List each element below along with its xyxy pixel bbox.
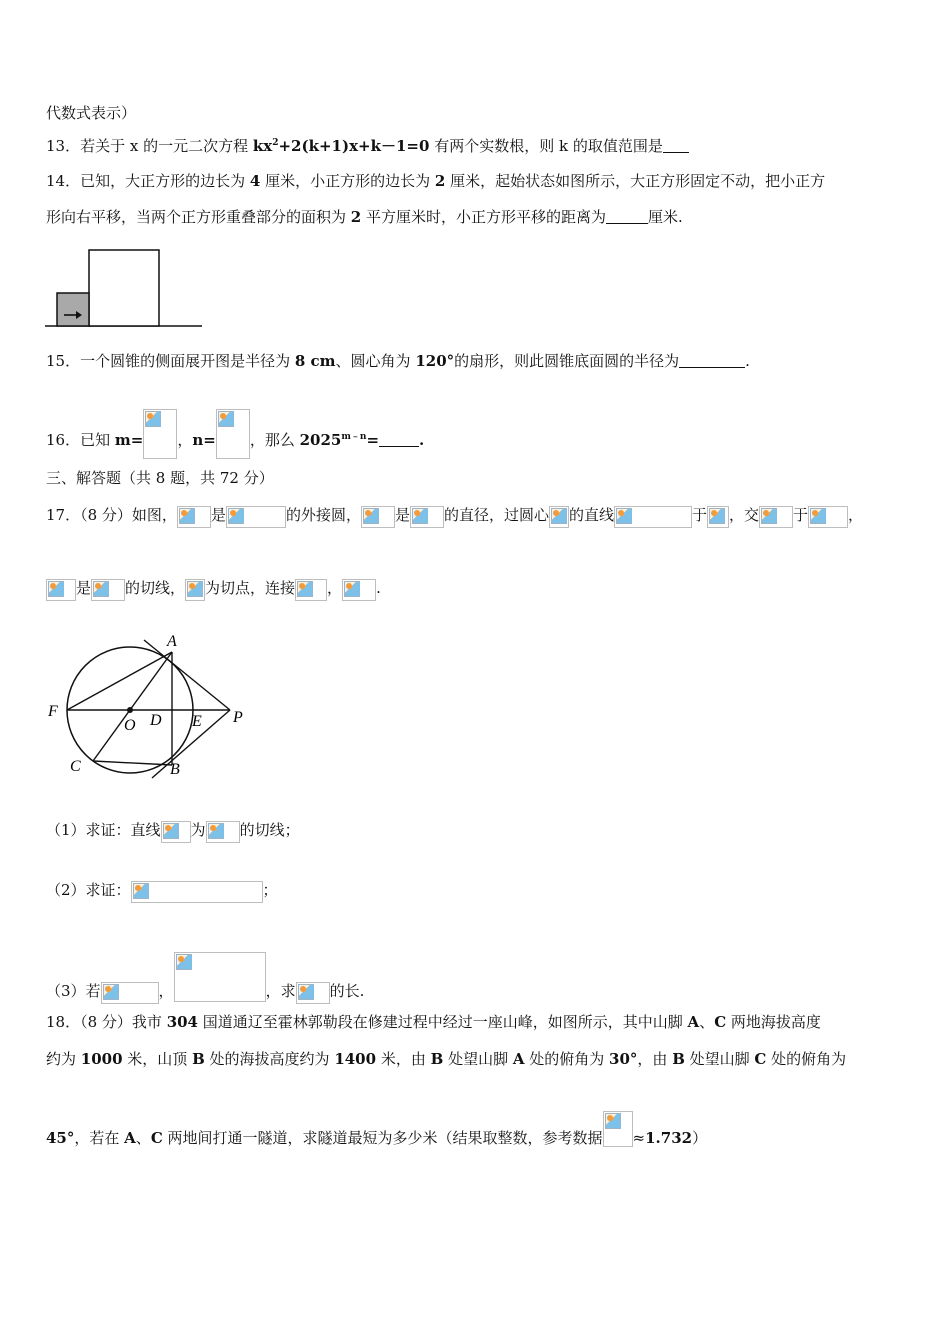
formula-image	[759, 506, 793, 528]
q18-text: 米，山顶	[122, 1050, 193, 1068]
q18-point-a: A	[124, 1129, 136, 1147]
q17-p3-text: ，求	[265, 982, 296, 1000]
q15-answer-blank	[679, 353, 745, 368]
formula-image	[131, 881, 263, 903]
formula-image	[226, 506, 286, 528]
q16-m-label: m=	[114, 431, 144, 449]
q17-text: 是	[76, 579, 92, 597]
formula-image	[46, 579, 76, 601]
q14-value: 2	[434, 172, 446, 190]
q14-value: 2	[350, 208, 362, 226]
formula-image	[296, 982, 330, 1004]
q14-text: 厘米，小正方形的边长为	[260, 172, 435, 190]
q15-value: 120°	[415, 352, 455, 370]
q15-text: 、圆心角为	[335, 352, 416, 370]
q17-text: 为切点，连接	[205, 579, 296, 597]
question-16	[46, 409, 424, 459]
m-formula-image	[143, 409, 177, 459]
center-point	[127, 707, 133, 713]
sqrt3-formula-image	[603, 1111, 633, 1147]
q18-point-b: B	[672, 1050, 685, 1068]
q14-value: 4	[249, 172, 261, 190]
question-17-line1	[46, 505, 863, 528]
q18-score: （8 分）	[80, 1013, 132, 1031]
q17-part-2	[46, 880, 278, 903]
small-square	[57, 293, 89, 326]
q13-eq-b: +2(k+1)x+k－1=0	[278, 137, 430, 155]
q17-score: （8 分）	[80, 506, 132, 524]
formula-image	[614, 506, 692, 528]
label-d: D	[150, 712, 162, 729]
q15-number: 15．	[46, 352, 81, 370]
q18-text: ）	[692, 1129, 708, 1147]
label-b: B	[170, 761, 180, 778]
q18-number: 18．	[46, 1013, 81, 1031]
q15-text: 一个圆锥的侧面展开图是半径为	[80, 352, 295, 370]
q15-text: 的扇形，则此圆锥底面圆的半径为	[454, 352, 680, 370]
question-18-line1	[46, 1012, 821, 1032]
q16-exponent: m﹣n	[341, 432, 367, 442]
formula-image	[549, 506, 569, 528]
q14-number: 14．	[46, 172, 81, 190]
q18-point-c: C	[714, 1013, 727, 1031]
q13-text-b: 有两个实数根，则 k 的取值范围是	[429, 137, 663, 155]
q17-p1-text: 的切线；	[239, 821, 300, 839]
q17-part-3	[46, 952, 364, 1004]
formula-image	[174, 952, 266, 1002]
q14-text: 形向右平移，当两个正方形重叠部分的面积为	[46, 208, 351, 226]
question-13	[46, 136, 689, 156]
q16-text: ，	[177, 431, 193, 449]
q18-point-a: A	[687, 1013, 700, 1031]
q18-text: ，由	[637, 1050, 673, 1068]
q13-number: 13．	[46, 137, 81, 155]
tangent-pb	[152, 710, 230, 778]
q17-p3-text: ，	[158, 982, 174, 1000]
q18-text: 处望山脚	[684, 1050, 755, 1068]
q14-text: 厘米.	[648, 208, 683, 226]
formula-image	[707, 506, 729, 528]
q13-answer-blank	[663, 138, 689, 153]
q17-number: 17．	[46, 506, 81, 524]
q16-base: 2025	[299, 431, 342, 449]
q17-text: 的直线	[568, 506, 614, 524]
q18-value: 304	[166, 1013, 198, 1031]
q18-value: 45°	[46, 1129, 75, 1147]
label-f: F	[48, 703, 58, 720]
q17-text: 是	[394, 506, 410, 524]
q18-value: 1000	[80, 1050, 123, 1068]
q18-point-c: C	[754, 1050, 767, 1068]
q18-value: 1400	[334, 1050, 377, 1068]
q18-point-b: B	[192, 1050, 205, 1068]
question-17-line2	[46, 578, 381, 601]
q18-text: ，若在	[74, 1129, 125, 1147]
formula-image	[295, 579, 327, 601]
q17-text: .	[376, 579, 381, 597]
q16-answer-blank	[379, 432, 419, 447]
q16-equals: =	[366, 431, 380, 449]
q18-value: 1.732	[645, 1129, 693, 1147]
formula-image	[808, 506, 848, 528]
q14-text: 厘米，起始状态如图所示，大正方形固定不动，把小正方	[445, 172, 826, 190]
q14-text: 平方厘米时，小正方形平移的距离为	[361, 208, 606, 226]
q17-text: ，	[327, 579, 343, 597]
formula-image	[91, 579, 125, 601]
q17-text: 的外接圆，	[285, 506, 361, 524]
q16-n-label: n=	[192, 431, 216, 449]
question-14-line2	[46, 207, 683, 227]
q17-p2-text: （2）求证：	[46, 881, 131, 899]
question-15	[46, 351, 750, 371]
q18-text: 处的俯角为	[766, 1050, 847, 1068]
q17-text: 于	[692, 506, 708, 524]
q18-text: 国道通辽至霍林郭勒段在修建过程中经过一座山峰，如图所示，其中山脚	[198, 1013, 688, 1031]
q17-text: ，	[848, 506, 864, 524]
q14-text: 已知，大正方形的边长为	[80, 172, 250, 190]
formula-image	[342, 579, 376, 601]
formula-image	[101, 982, 159, 1004]
q17-text: 于	[793, 506, 809, 524]
q17-text: 如图，	[131, 506, 177, 524]
q17-p1-text: （1）求证：直线	[46, 821, 161, 839]
question-14-line1	[46, 171, 825, 191]
line-ac	[93, 652, 172, 761]
q14-answer-blank	[606, 209, 648, 224]
q18-text: 两地间打通一隧道，求隧道最短为多少米（结果取整数，参考数据	[162, 1129, 603, 1147]
line-af	[67, 652, 172, 710]
label-o: O	[124, 717, 136, 734]
formula-image	[185, 579, 205, 601]
q13-text-a: 若关于 x 的一元二次方程	[80, 137, 253, 155]
q17-p2-text: ；	[262, 881, 278, 899]
section-3-heading	[46, 468, 274, 488]
q17-circle-figure	[40, 630, 260, 780]
tangent-pa	[144, 640, 230, 710]
question-18-line3	[46, 1111, 707, 1148]
formula-image	[410, 506, 444, 528]
label-p: P	[233, 709, 243, 726]
q18-point-c: C	[150, 1129, 163, 1147]
q18-text: 处望山脚	[443, 1050, 513, 1068]
large-square	[89, 250, 159, 326]
q18-value: 30°	[609, 1050, 638, 1068]
question-18-line2	[46, 1049, 846, 1069]
q18-point-a: A	[512, 1050, 525, 1068]
q16-text: 已知	[80, 431, 115, 449]
section-3-text: 三、解答题（共 8 题，共 72 分）	[46, 469, 274, 487]
q17-text: 的切线，	[125, 579, 186, 597]
q18-text: 约为	[46, 1050, 81, 1068]
q18-text: ≈	[632, 1129, 646, 1147]
q17-p3-text: （3）若	[46, 982, 101, 1000]
q16-text: ，那么	[249, 431, 300, 449]
q17-text: ，交	[729, 506, 760, 524]
q18-text: 米，由	[376, 1050, 431, 1068]
label-c: C	[70, 758, 81, 775]
formula-image	[177, 506, 211, 528]
q16-number: 16．	[46, 431, 81, 449]
q13-eq-a: kx	[252, 137, 273, 155]
q13-eq-sup: 2	[272, 138, 279, 148]
q16-text: .	[419, 431, 425, 449]
q18-text: 处的俯角为	[524, 1050, 610, 1068]
q17-text: 是	[210, 506, 226, 524]
q17-text: 的直径，过圆心	[443, 506, 549, 524]
label-a: A	[167, 633, 177, 650]
q18-text: 两地海拔高度	[726, 1013, 821, 1031]
q18-text: 处的海拔高度约为	[204, 1050, 335, 1068]
q18-text: 我市	[131, 1013, 167, 1031]
intro-tail-text: 代数式表示）	[46, 104, 137, 122]
formula-image	[206, 821, 240, 843]
label-e: E	[192, 713, 202, 730]
n-formula-image	[216, 409, 250, 459]
q17-p3-text: 的长.	[329, 982, 365, 1000]
formula-image	[161, 821, 191, 843]
intro-tail	[46, 103, 136, 123]
q14-squares-figure	[44, 246, 204, 330]
q15-value: 8 cm	[294, 352, 336, 370]
formula-image	[361, 506, 395, 528]
q18-text: 、	[699, 1013, 715, 1031]
q17-p1-text: 为	[190, 821, 206, 839]
q17-part-1	[46, 820, 300, 843]
line-cb	[93, 761, 172, 765]
q18-point-b: B	[430, 1050, 444, 1068]
q18-text: 、	[135, 1129, 151, 1147]
q15-text: .	[745, 352, 750, 370]
